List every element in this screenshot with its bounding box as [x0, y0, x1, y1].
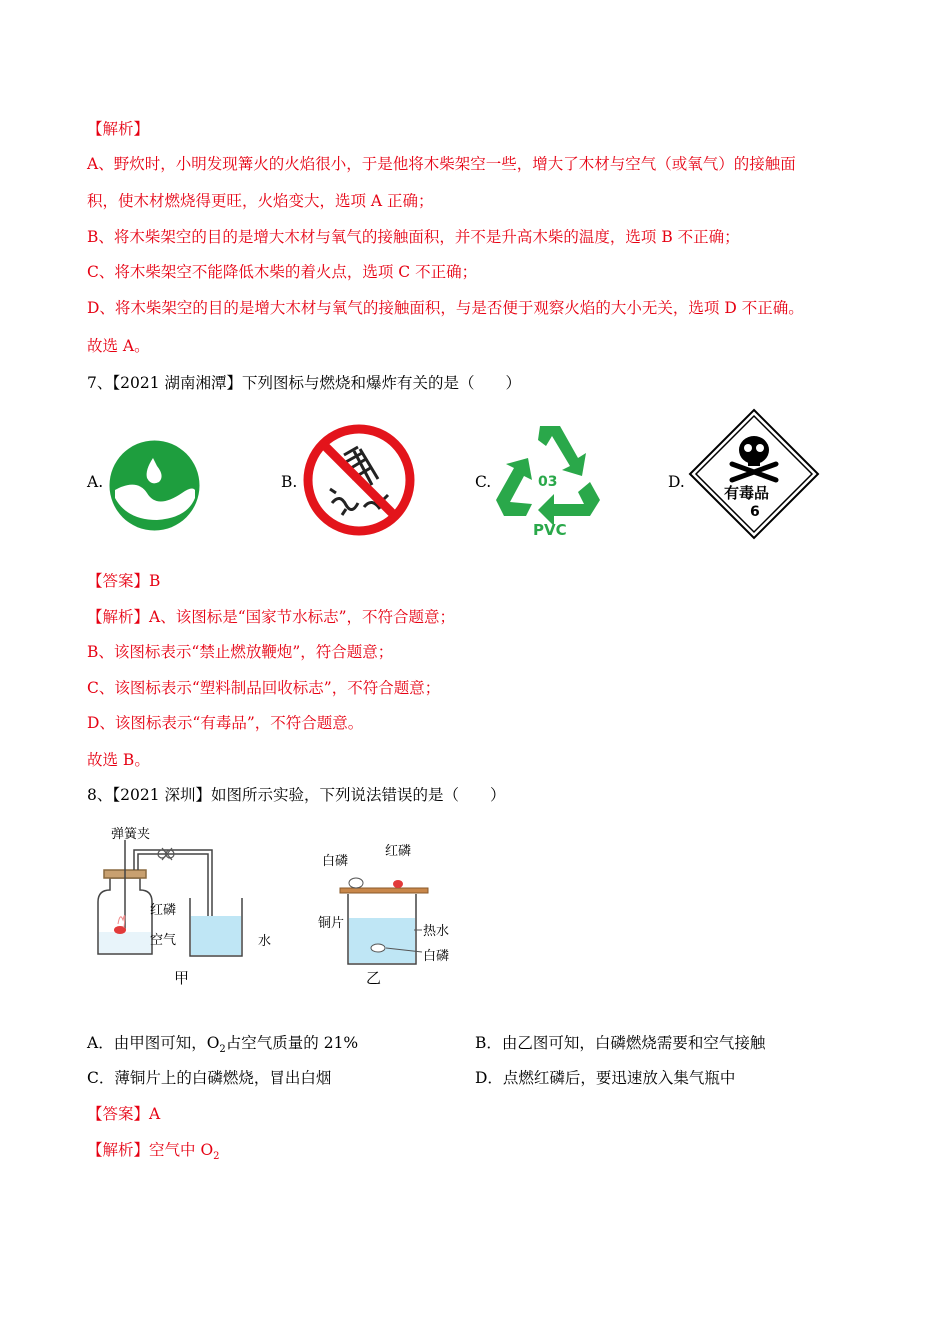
- q6-analysis-c: C、将木柴架空不能降低木柴的着火点，选项 C 不正确；: [87, 263, 478, 281]
- q8-option-a-pre: A．由甲图可知，O: [87, 1034, 220, 1052]
- q8-answer-tag: 【答案】: [87, 1105, 150, 1123]
- q7-analysis-b: B、该图标表示“禁止燃放鞭炮”，符合题意；: [87, 643, 394, 661]
- q8-option-a-sub: 2: [219, 1044, 226, 1056]
- q8-stem: [87, 784, 506, 806]
- recycle-material: PVC: [533, 521, 567, 539]
- q7-analysis-a: [87, 606, 455, 628]
- caption-yi: 乙: [366, 969, 382, 987]
- q7-question: 下列图标与燃烧和爆炸有关的是（ ）: [242, 374, 522, 392]
- label-clamp: 弹簧夹: [111, 827, 151, 842]
- q6-analysis-b: B、将木柴架空的目的是增大木材与氧气的接触面积，并不是升高木柴的温度，选项 B 不正确；: [87, 228, 740, 246]
- q7-stem: [87, 372, 521, 394]
- q8-option-a: [87, 1032, 358, 1061]
- label-white-phosphorus-bottom: 白磷: [423, 949, 450, 964]
- q6-choice: 故选 A。: [87, 337, 150, 355]
- label-copper-sheet: 铜片: [318, 916, 345, 931]
- caption-jia: 甲: [174, 969, 190, 987]
- q8-option-c: C．薄铜片上的白磷燃烧，冒出白烟: [87, 1069, 332, 1087]
- label-hot-water: 热水: [423, 924, 450, 939]
- q7-number: 7、: [87, 374, 113, 392]
- q6-analysis-heading: 【解析】: [87, 120, 150, 138]
- q8-option-d: D．点燃红磷后，要迅速放入集气瓶中: [475, 1069, 736, 1087]
- q7-answer: [87, 570, 160, 592]
- toxic-class-number: 6: [750, 504, 760, 520]
- q7-source-tag: 【2021 湖南湘潭】: [112, 374, 242, 392]
- q7-analysis-d: D、该图标表示“有毒品”，不符合题意。: [87, 714, 364, 732]
- q8-analysis-sub: 2: [213, 1151, 220, 1163]
- q8-number: 8、: [87, 786, 113, 804]
- recycle-code: 03: [538, 474, 558, 490]
- q6-analysis-a-line2: 积，使木材燃烧得更旺，火焰变大，选项 A 正确；: [87, 192, 434, 210]
- q8-analysis: [87, 1139, 220, 1168]
- toxic-hazard-icon: [688, 408, 820, 540]
- q7-analysis-tag: 【解析】: [87, 608, 150, 626]
- q8-option-a-post: 占空气质量的 21%: [225, 1034, 359, 1052]
- q6-analysis-a-line1: A、野炊时，小明发现篝火的火焰很小，于是他将木柴架空一些，增大了木材与空气（或氧气）的接触面: [87, 155, 796, 173]
- q8-answer: [87, 1103, 160, 1125]
- q8-answer-value: A: [149, 1105, 161, 1123]
- q7-option-c-label: C.: [475, 473, 492, 491]
- q8-analysis-pre: 空气中 O: [149, 1141, 214, 1159]
- q8-analysis-tag: 【解析】: [87, 1141, 150, 1159]
- q7-analysis-c: C、该图标表示“塑料制品回收标志”，不符合题意；: [87, 679, 441, 697]
- label-air: 空气: [150, 933, 177, 948]
- q7-option-d-label: D.: [668, 473, 685, 491]
- q8-question: 如图所示实验，下列说法错误的是（ ）: [211, 786, 506, 804]
- q7-analysis-a-text: A、该图标是“国家节水标志”，不符合题意；: [149, 608, 456, 626]
- q7-option-b-label: B.: [281, 473, 298, 491]
- q8-source-tag: 【2021 深圳】: [112, 786, 211, 804]
- q7-option-a-label: A.: [87, 473, 104, 491]
- no-firecrackers-icon: [302, 423, 416, 537]
- label-water: 水: [258, 934, 272, 949]
- label-red-phosphorus-yi: 红磷: [385, 844, 412, 859]
- q6-analysis-d: D、将木柴架空的目的是增大木材与氧气的接触面积，与是否便于观察火焰的大小无关，选项 D 不正确。: [87, 299, 804, 317]
- q7-choice: 故选 B。: [87, 751, 150, 769]
- label-red-phosphorus-jia: 红磷: [150, 903, 177, 918]
- label-white-phosphorus-top: 白磷: [322, 854, 349, 869]
- q8-option-b: B．由乙图可知，白磷燃烧需要和空气接触: [475, 1034, 766, 1052]
- q7-answer-tag: 【答案】: [87, 572, 150, 590]
- water-saving-icon: [107, 438, 202, 533]
- q7-answer-value: B: [149, 572, 161, 590]
- toxic-label: 有毒品: [724, 484, 770, 502]
- figure-jia-apparatus: [90, 820, 290, 990]
